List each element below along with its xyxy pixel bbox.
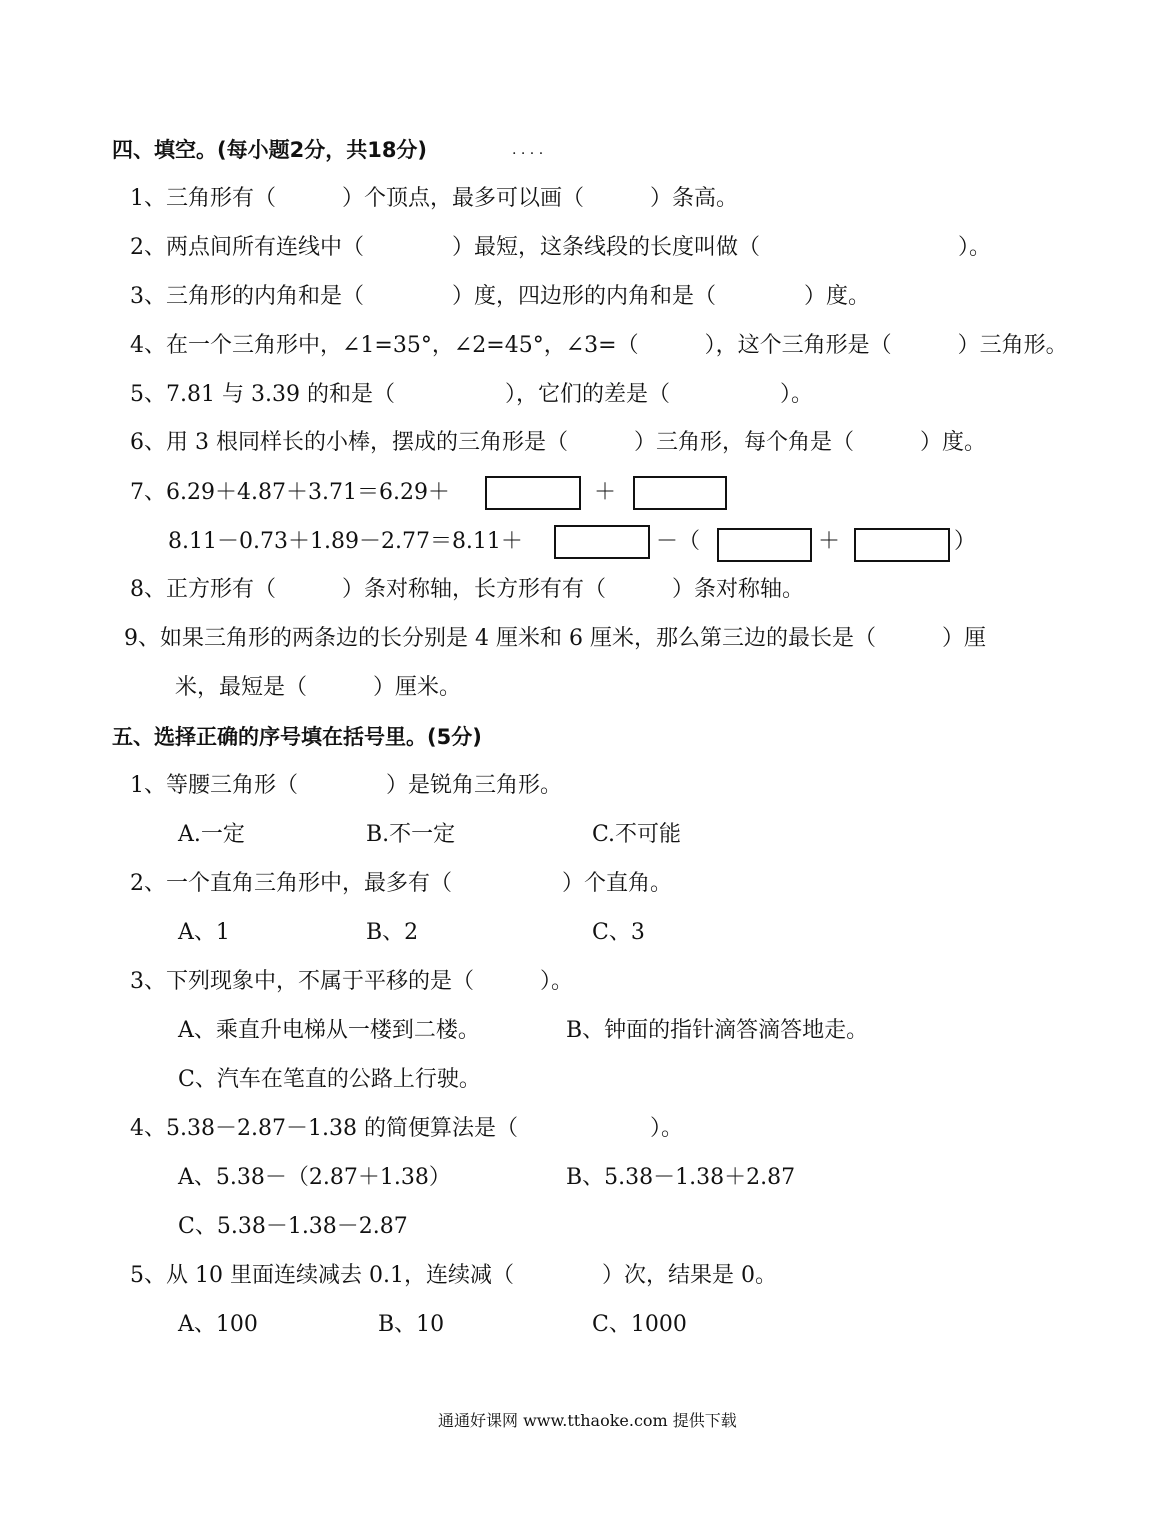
s5-question-2: 2、一个直角三角形中，最多有（ ）个直角。 <box>130 871 672 896</box>
s4-question-2: 2、两点间所有连线中（ ）最短，这条线段的长度叫做（ ）。 <box>130 235 992 260</box>
s5-q4-option-b: B、5.38－1.38＋2.87 <box>566 1165 796 1190</box>
s4-question-3: 3、三角形的内角和是（ ）度，四边形的内角和是（ ）度。 <box>130 284 870 309</box>
answer-box-7a-2[interactable] <box>633 476 727 510</box>
answer-box-7b-3[interactable] <box>854 528 950 562</box>
s4-question-8: 8、正方形有（ ）条对称轴，长方形有有（ ）条对称轴。 <box>130 577 804 602</box>
s5-q3-option-b: B、钟面的指针滴答滴答地走。 <box>566 1018 869 1043</box>
s5-q5-option-b: B、10 <box>378 1312 445 1337</box>
s4-question-7a-expression: 7、6.29＋4.87＋3.71＝6.29＋ <box>130 480 450 505</box>
s5-q2-option-b: B、2 <box>366 920 419 945</box>
s4-question-9-line1: 9、如果三角形的两条边的长分别是 4 厘米和 6 厘米，那么第三边的最长是（ ）厘 <box>124 626 986 651</box>
s5-q3-option-c: C、汽车在笔直的公路上行驶。 <box>178 1067 481 1092</box>
s4-question-7b-expression: 8.11－0.73＋1.89－2.77＝8.11＋ <box>168 529 523 554</box>
s4-question-6: 6、用 3 根同样长的小棒，摆成的三角形是（ ）三角形，每个角是（ ）度。 <box>130 430 986 455</box>
s5-q5-option-c: C、1000 <box>592 1312 687 1337</box>
s5-q1-option-c: C.不可能 <box>592 822 682 847</box>
section5-heading: 五、选择正确的序号填在括号里。(5分) <box>112 725 482 749</box>
s5-q4-option-a: A、5.38－（2.87＋1.38） <box>178 1165 451 1190</box>
s4-question-4: 4、在一个三角形中，∠1=35°，∠2=45°，∠3=（ ），这个三角形是（ ）三角形。 <box>130 333 1068 358</box>
s4-question-7b-plus: ＋ <box>818 529 841 554</box>
s5-q2-option-c: C、3 <box>592 920 645 945</box>
s5-question-4: 4、5.38－2.87－1.38 的简便算法是（ ）。 <box>130 1116 683 1141</box>
s5-q5-option-a: A、100 <box>178 1312 258 1337</box>
s4-question-1: 1、三角形有（ ）个顶点，最多可以画（ ）条高。 <box>130 186 738 211</box>
s4-question-9-line2: 米，最短是（ ）厘米。 <box>175 675 462 700</box>
s4-question-7b-close: ） <box>954 529 977 554</box>
answer-box-7b-2[interactable] <box>717 528 812 562</box>
section4-heading: 四、填空。(每小题2分，共18分) <box>112 138 428 162</box>
answer-box-7a-1[interactable] <box>485 476 581 510</box>
s5-question-5: 5、从 10 里面连续减去 0.1，连续减（ ）次，结果是 0。 <box>130 1263 777 1288</box>
s5-q2-option-a: A、1 <box>178 920 230 945</box>
section4-heading-trail: . . . . <box>512 142 544 158</box>
s4-question-5: 5、7.81 与 3.39 的和是（ ），它们的差是（ ）。 <box>130 382 813 407</box>
s5-question-3: 3、下列现象中，不属于平移的是（ ）。 <box>130 969 573 994</box>
s5-q4-option-c: C、5.38－1.38－2.87 <box>178 1214 408 1239</box>
s5-q1-option-a: A.一定 <box>178 822 245 847</box>
s4-question-7b-minus: －（ <box>656 529 701 554</box>
s5-question-1: 1、等腰三角形（ ）是锐角三角形。 <box>130 773 562 798</box>
s4-question-7a-plus: ＋ <box>594 480 617 505</box>
s5-q1-option-b: B.不一定 <box>366 822 456 847</box>
answer-box-7b-1[interactable] <box>554 525 650 559</box>
s5-q3-option-a: A、乘直升电梯从一楼到二楼。 <box>178 1018 480 1043</box>
footer-source-text: 通通好课网 www.tthaoke.com 提供下载 <box>438 1411 737 1430</box>
